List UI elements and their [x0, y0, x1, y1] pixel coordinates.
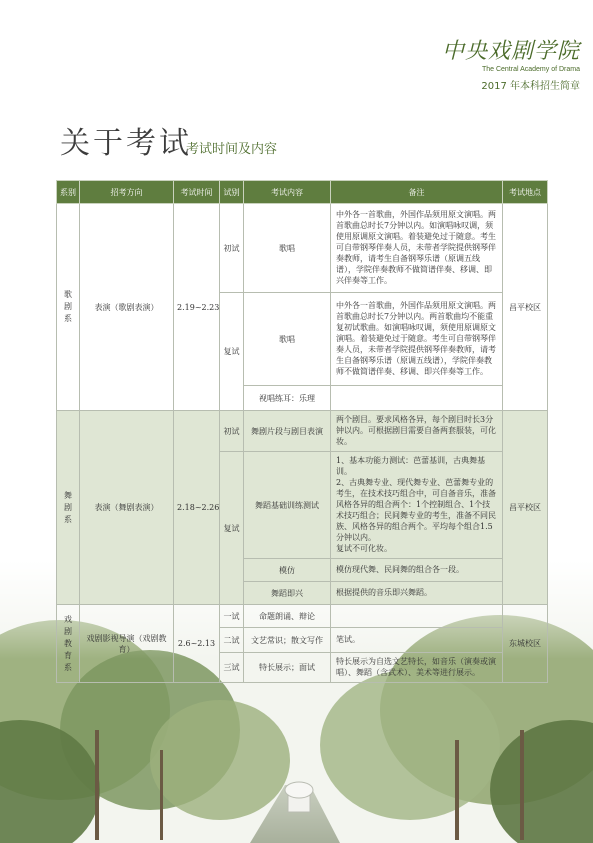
direction-cell: 表演（舞剧表演） [80, 411, 174, 605]
time-cell: 2.6~2.13 [174, 605, 220, 683]
round-cell: 三试 [220, 653, 244, 683]
content-cell: 舞蹈即兴 [244, 582, 331, 605]
round-cell: 初试 [220, 204, 244, 293]
page-title: 关于考试 [60, 126, 192, 161]
col-header-location: 考试地点 [503, 181, 548, 204]
dept-name: 舞剧系 [64, 490, 72, 524]
direction-cell: 表演（歌剧表演） [80, 204, 174, 411]
note-cell: 1、基本功能力测试：芭蕾基训，古典舞基训。 2、古典舞专业、现代舞专业、芭蕾舞专业的考生，在技术技巧组合中，可自备音乐，准备风格各异的组合两个：1个控制组合、1个技术技巧组合；民间舞专业的考生，准备不同民族、风格各异的组合两个。平均每个组合1.5分钟以内。 复试不可化妆。 [331, 452, 503, 559]
dept-name: 戏剧教育系 [64, 614, 72, 672]
dept-cell [57, 605, 80, 683]
col-header-dept: 系别 [57, 181, 80, 204]
exam-schedule-table [56, 180, 548, 683]
table-row [57, 605, 548, 628]
content-cell: 舞蹈基础训练测试 [244, 452, 331, 559]
note-cell: 特长展示为自选文艺特长，如音乐（演奏或演唱）、舞蹈（含武术）、美术等进行展示。 [331, 653, 503, 683]
content-cell: 舞剧片段与剧目表演 [244, 411, 331, 452]
location-cell: 昌平校区 [503, 411, 548, 605]
table-row [57, 411, 548, 452]
note-cell [331, 605, 503, 628]
note-cell: 根据提供的音乐即兴舞蹈。 [331, 582, 503, 605]
dept-name: 歌剧系 [64, 290, 72, 323]
round-cell: 复试 [220, 452, 244, 605]
round-cell: 一试 [220, 605, 244, 628]
col-header-round: 试别 [220, 181, 244, 204]
note-cell: 笔试。 [331, 628, 503, 653]
col-header-direction: 招考方向 [80, 181, 174, 204]
content-cell: 歌唱 [244, 293, 331, 386]
academy-logo [440, 40, 580, 92]
col-header-notes: 备注 [331, 181, 503, 204]
content-cell: 歌唱 [244, 204, 331, 293]
brochure-title: 2017 年本科招生简章 [481, 81, 580, 92]
location-cell: 东城校区 [503, 605, 548, 683]
col-header-time: 考试时间 [174, 181, 220, 204]
dept-cell [57, 204, 80, 411]
round-cell: 复试 [220, 293, 244, 411]
content-cell: 文艺常识；散文写作 [244, 628, 331, 653]
content-cell: 命题朗诵、辩论 [244, 605, 331, 628]
direction-cell: 戏剧影视导演（戏剧教育） [80, 605, 174, 683]
page-subtitle: 考试时间及内容 [186, 142, 278, 157]
logo-script: 中央戏剧学院 [441, 39, 580, 64]
logo-english: The Central Academy of Drama [481, 66, 580, 73]
note-cell: 两个剧目。要求风格各异，每个剧目时长3分钟以内。可根据剧目需要自备两套服装，可化妆。 [331, 411, 503, 452]
round-cell: 初试 [220, 411, 244, 452]
col-header-content: 考试内容 [244, 181, 331, 204]
content-cell: 视唱练耳：乐理 [244, 386, 331, 411]
note-cell: 模仿现代舞、民间舞的组合各一段。 [331, 559, 503, 582]
time-cell: 2.19~2.23 [174, 204, 220, 411]
content-cell: 特长展示；面试 [244, 653, 331, 683]
dept-cell [57, 411, 80, 605]
location-cell: 昌平校区 [503, 204, 548, 411]
note-cell [331, 386, 503, 411]
content-cell: 模仿 [244, 559, 331, 582]
note-cell: 中外各一首歌曲，外国作品须用原文演唱。两首歌曲总时长7分钟以内。如演唱咏叹调，须使用原调原文演唱。着装避免过于随意。考生可自带钢琴伴奏人员，未带者学院提供钢琴伴奏教师，请考生自备钢琴乐谱（原调五线谱），学院伴奏教师不做简谱伴奏、移调、即兴伴奏等工作。 [331, 204, 503, 293]
time-cell: 2.18~2.26 [174, 411, 220, 605]
table-header-row [57, 181, 548, 204]
round-cell: 二试 [220, 628, 244, 653]
table-row [57, 204, 548, 293]
note-cell: 中外各一首歌曲，外国作品须用原文演唱。两首歌曲总时长7分钟以内。两首歌曲均不能重复初试歌曲。如演唱咏叹调，须使用原调原文演唱。着装避免过于随意。考生可自带钢琴伴奏人员，未带者学院提供钢琴伴奏教师，请考生自备钢琴乐谱（原调五线谱），学院伴奏教师不做简谱伴奏、移调、即兴伴奏等工作。 [331, 293, 503, 386]
